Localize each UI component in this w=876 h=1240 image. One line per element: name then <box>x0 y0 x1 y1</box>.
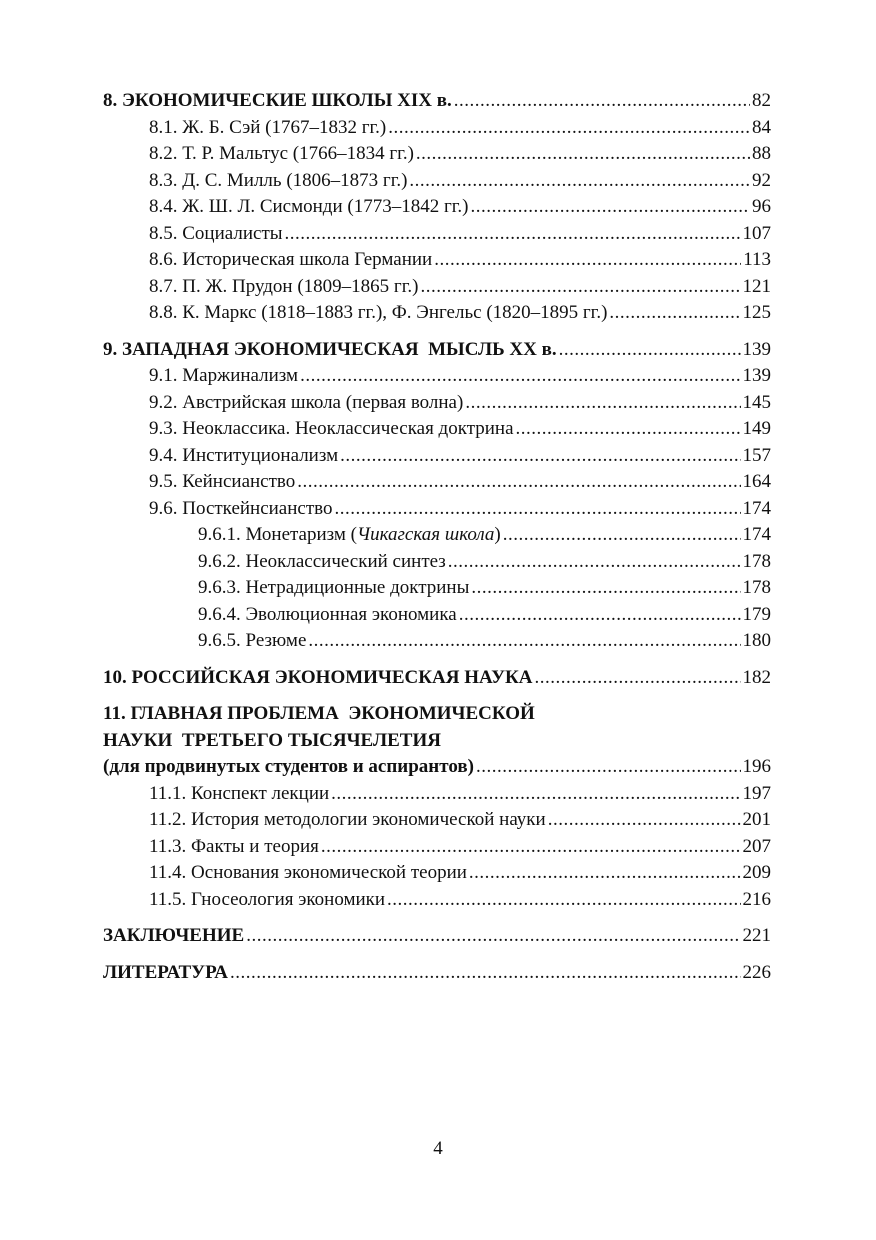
dot-leader <box>503 522 741 549</box>
dot-leader <box>420 274 740 301</box>
toc-entry-number: 8.1. <box>149 116 178 138</box>
toc-entry-number: 8.5. <box>149 222 178 244</box>
toc-entry-title: ЗАКЛЮЧЕНИЕ <box>103 925 245 946</box>
dot-leader <box>321 834 741 861</box>
toc-entry-8-5 <box>103 221 771 248</box>
toc-entry-8-8 <box>103 300 771 327</box>
toc-entry-title: Факты и теория <box>191 835 319 857</box>
dot-leader <box>416 141 750 168</box>
toc-entry-page: 180 <box>742 630 771 651</box>
toc-entry-title: Австрийская школа (первая волна) <box>182 391 464 413</box>
dot-leader <box>470 194 750 221</box>
toc-entry-title: ЭКОНОМИЧЕСКИЕ ШКОЛЫ XIX в. <box>122 90 452 111</box>
toc-entry-number: 9.6.5. <box>198 630 241 651</box>
dot-leader <box>559 337 741 364</box>
toc-entry-title <box>246 522 501 549</box>
toc-entry-title: Гносеология экономики <box>191 888 386 910</box>
toc-chapter-10 <box>103 665 771 692</box>
toc-entry-number: 9.6.3. <box>198 577 241 598</box>
toc-conclusion <box>103 923 771 950</box>
dot-leader <box>388 115 750 142</box>
toc-entry-page: 216 <box>742 888 771 910</box>
toc-entry-page: 221 <box>742 925 771 946</box>
toc-entry-title: Неоклассика. Неоклассическая доктрина <box>182 418 514 439</box>
toc-entry-page: 125 <box>742 302 771 323</box>
toc-entry-number: 9.2. <box>149 391 178 413</box>
dot-leader <box>459 602 741 629</box>
toc-entry-title: История методологии экономической науки <box>191 809 546 830</box>
toc-entry-page: 196 <box>742 756 771 777</box>
toc-entry-9-6-4 <box>103 602 771 629</box>
dot-leader <box>434 247 741 274</box>
toc-entry-11-5 <box>103 887 771 914</box>
dot-leader <box>609 300 740 327</box>
toc-chapter-11 <box>103 754 771 781</box>
toc-entry-9-6-2 <box>103 549 771 576</box>
toc-entry-title: Конспект лекции <box>191 782 330 804</box>
table-of-contents <box>103 88 771 986</box>
toc-entry-page: 174 <box>742 497 771 519</box>
toc-entry-title: К. Маркс (1818–1883 гг.), Ф. Энгельс (1820–1895 гг.) <box>182 302 608 323</box>
toc-entry-title: Историческая школа Германии <box>182 249 433 270</box>
toc-entry-number: 8.6. <box>149 249 178 270</box>
dot-leader <box>230 960 740 987</box>
dot-leader <box>454 88 750 115</box>
toc-entry-8-1 <box>103 115 771 142</box>
toc-entry-title: Эволюционная экономика <box>245 603 457 625</box>
title-part: ) <box>494 524 501 545</box>
toc-entry-9-6-5 <box>103 628 771 655</box>
dot-leader <box>387 887 740 914</box>
toc-entry-number: 9.6.1. <box>198 524 241 545</box>
toc-entry-title: П. Ж. Прудон (1809–1865 гг.) <box>182 275 419 297</box>
toc-entry-9-2 <box>103 390 771 417</box>
toc-entry-title: Резюме <box>245 630 307 651</box>
toc-entry-number: 11.2. <box>149 809 187 830</box>
toc-entry-number: 8.3. <box>149 169 178 191</box>
dot-leader <box>476 754 741 781</box>
toc-entry-page: 145 <box>742 391 771 413</box>
toc-entry-page: 201 <box>742 809 771 830</box>
toc-entry-9-6 <box>103 496 771 523</box>
dot-leader <box>300 363 740 390</box>
toc-entry-page: 88 <box>752 143 771 164</box>
toc-entry-page: 207 <box>742 835 771 857</box>
toc-entry-page: 174 <box>742 524 771 545</box>
toc-entry-number: 8.8. <box>149 302 178 323</box>
toc-entry-page: 178 <box>742 550 771 572</box>
toc-entry-11-4 <box>103 860 771 887</box>
dot-leader <box>331 781 740 808</box>
toc-entry-number: 9.6. <box>149 497 178 519</box>
toc-entry-number: 8. <box>103 90 118 111</box>
toc-entry-number: 9.4. <box>149 444 178 466</box>
toc-entry-page: 157 <box>742 444 771 466</box>
toc-chapter-11-line-2: НАУКИ ТРЕТЬЕГО ТЫСЯЧЕЛЕТИЯ <box>103 729 441 751</box>
toc-entry-9-3 <box>103 416 771 443</box>
dot-leader <box>516 416 741 443</box>
toc-chapter-9 <box>103 337 771 364</box>
dot-leader <box>465 390 740 417</box>
toc-entry-8-3 <box>103 168 771 195</box>
toc-entry-title: Кейнсианство <box>182 471 296 492</box>
toc-entry-page: 178 <box>742 577 771 598</box>
dot-leader <box>308 628 740 655</box>
toc-entry-page: 164 <box>742 471 771 492</box>
toc-entry-number: 11.4. <box>149 862 187 883</box>
title-italic-part: Чикагская школа <box>357 524 495 545</box>
dot-leader <box>471 575 740 602</box>
toc-entry-number: 10. <box>103 666 127 688</box>
toc-entry-page: 209 <box>742 862 771 883</box>
toc-chapter-8 <box>103 88 771 115</box>
toc-entry-page: 107 <box>742 222 771 244</box>
toc-entry-11-1 <box>103 781 771 808</box>
dot-leader <box>285 221 741 248</box>
toc-entry-8-4 <box>103 194 771 221</box>
toc-entry-page: 113 <box>743 249 771 270</box>
toc-entry-9-6-3 <box>103 575 771 602</box>
toc-entry-number: 9.5. <box>149 471 178 492</box>
toc-entry-11-2 <box>103 807 771 834</box>
toc-entry-page: 179 <box>742 603 771 625</box>
toc-entry-8-6 <box>103 247 771 274</box>
dot-leader <box>297 469 740 496</box>
dot-leader <box>448 549 741 576</box>
toc-entry-number: 11.5. <box>149 888 187 910</box>
toc-entry-number: 8.7. <box>149 275 178 297</box>
toc-entry-page: 139 <box>742 338 771 360</box>
toc-entry-title: Неоклассический синтез <box>245 550 446 572</box>
dot-leader <box>469 860 741 887</box>
toc-entry-number: 9.6.2. <box>198 550 241 572</box>
toc-literature <box>103 960 771 987</box>
toc-entry-number: 11.1. <box>149 782 187 804</box>
toc-entry-title: Маржинализм <box>182 365 299 386</box>
toc-entry-title: РОССИЙСКАЯ ЭКОНОМИЧЕСКАЯ НАУКА <box>131 666 533 688</box>
toc-entry-9-4 <box>103 443 771 470</box>
dot-leader <box>409 168 750 195</box>
toc-entry-title: Ж. Б. Сэй (1767–1832 гг.) <box>182 116 387 138</box>
dot-leader <box>548 807 741 834</box>
toc-entry-page: 197 <box>742 782 771 804</box>
toc-entry-title: Нетрадиционные доктрины <box>245 577 470 598</box>
toc-entry-8-7 <box>103 274 771 301</box>
toc-entry-page: 121 <box>742 275 771 297</box>
toc-entry-title: ЛИТЕРАТУРА <box>103 961 229 983</box>
toc-entry-8-2 <box>103 141 771 168</box>
toc-entry-page: 84 <box>752 116 771 138</box>
toc-entry-title: Д. С. Милль (1806–1873 гг.) <box>182 169 408 191</box>
toc-entry-number: 9.1. <box>149 365 178 386</box>
toc-entry-9-1 <box>103 363 771 390</box>
dot-leader <box>246 923 740 950</box>
toc-entry-title: Ж. Ш. Л. Сисмонди (1773–1842 гг.) <box>182 196 469 217</box>
toc-entry-page: 139 <box>742 365 771 386</box>
toc-entry-page: 82 <box>752 90 771 111</box>
title-part: Монетаризм ( <box>245 524 357 545</box>
toc-entry-title: Посткейнсианство <box>182 497 333 519</box>
toc-entry-number: 8.2. <box>149 143 178 164</box>
toc-entry-title: Т. Р. Мальтус (1766–1834 гг.) <box>182 143 414 164</box>
toc-entry-page: 182 <box>742 666 771 688</box>
dot-leader <box>335 496 741 523</box>
toc-entry-page: 226 <box>742 961 771 983</box>
toc-entry-title: Социалисты <box>182 222 283 244</box>
toc-entry-11-3 <box>103 834 771 861</box>
toc-entry-number: 9.3. <box>149 418 178 439</box>
toc-entry-title: Основания экономической теории <box>191 862 467 883</box>
toc-entry-page: 96 <box>752 196 771 217</box>
dot-leader <box>535 665 741 692</box>
toc-entry-number: 11.3. <box>149 835 187 857</box>
toc-entry-title: (для продвинутых студентов и аспирантов) <box>103 756 474 777</box>
toc-entry-number: 9.6.4. <box>198 603 241 625</box>
toc-chapter-11-line-1: 11. ГЛАВНАЯ ПРОБЛЕМА ЭКОНОМИЧЕСКОЙ <box>103 703 535 724</box>
toc-entry-title: Институционализм <box>182 444 339 466</box>
dot-leader <box>340 443 740 470</box>
toc-entry-9-6-1 <box>103 522 771 549</box>
toc-entry-page: 149 <box>742 418 771 439</box>
toc-entry-page: 92 <box>752 169 771 191</box>
toc-entry-number: 8.4. <box>149 196 178 217</box>
toc-entry-number: 9. <box>103 338 118 360</box>
toc-entry-title: ЗАПАДНАЯ ЭКОНОМИЧЕСКАЯ МЫСЛЬ XX в. <box>122 338 557 360</box>
page-number: 4 <box>433 1138 443 1159</box>
toc-entry-9-5 <box>103 469 771 496</box>
